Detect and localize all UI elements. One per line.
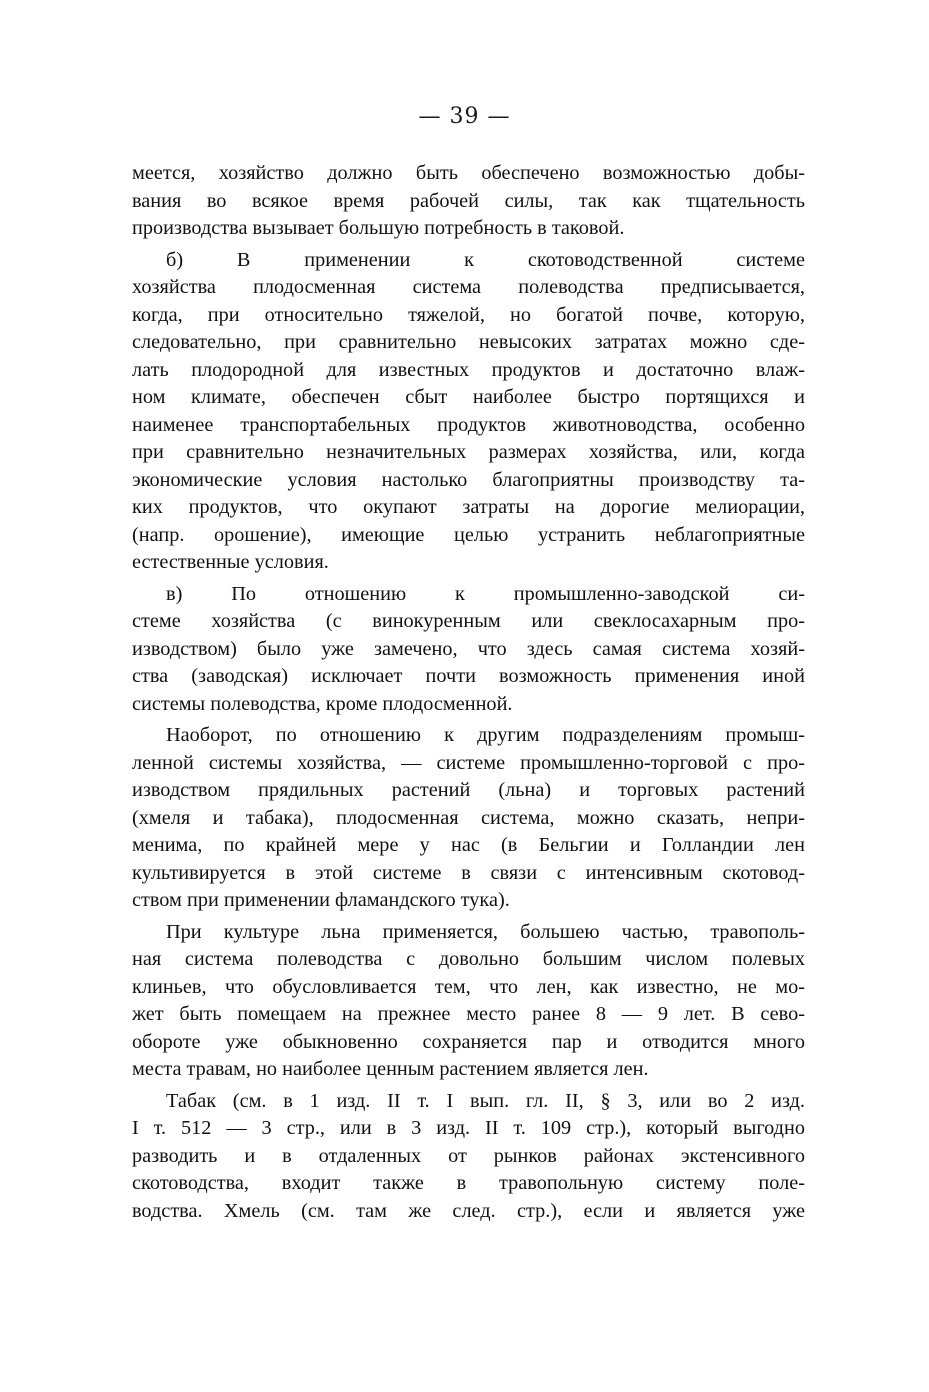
text-line: при сравнительно незначительных размерах хозяйства, или, когда — [132, 441, 805, 463]
text-line: производства вызывает большую потребность в таковой. — [132, 217, 625, 239]
text-line: (хмеля и табака), плодосменная система, можно сказать, непри- — [132, 806, 805, 829]
text-line: когда, при относительно тяжелой, но богатой почве, которую, — [132, 303, 805, 326]
text-line: изводством) было уже замечено, что здесь самая система хозяй- — [132, 637, 805, 660]
text-line: обороте уже обыкновенно сохраняется пар и отводится много — [132, 1030, 805, 1053]
text-line: хозяйства плодосменная система полеводства предписывается, — [132, 276, 805, 298]
paragraph — [132, 1088, 805, 1226]
paragraph — [132, 160, 805, 243]
text-line: жет быть помещаем на прежнее место ранее 8 — 9 лет. В сево- — [132, 1003, 805, 1025]
text-line: ством при применении фламандского тука). — [132, 889, 510, 911]
paragraph — [132, 722, 805, 915]
text-line: скотоводства, входит также в травопольную систему поле- — [132, 1172, 805, 1194]
text-line: ленной системы хозяйства, — системе промышленно-торговой с про- — [132, 751, 805, 774]
text-line: ких продуктов, что окупают затраты на дорогие мелиорации, — [132, 496, 805, 518]
text-line: следовательно, при сравнительно невысоких затратах можно сде- — [132, 331, 805, 353]
text-line: лать плодородной для известных продуктов и достаточно влаж- — [132, 358, 805, 381]
text-line: разводить и в отдаленных от рынков районах экстенсивного — [132, 1144, 805, 1167]
text-line: клиньев, что обусловливается тем, что лен, как известно, не мо- — [132, 975, 805, 998]
text-line: естественные условия. — [132, 551, 329, 573]
body-text — [132, 160, 805, 1225]
text-line: системы полеводства, кроме плодосменной. — [132, 692, 513, 715]
text-line: I т. 512 — 3 стр., или в 3 изд. II т. 109 стр.), который выгодно — [132, 1117, 805, 1139]
text-line: места травам, но наиболее ценным растением является лен. — [132, 1058, 649, 1080]
text-line: изводством прядильных растений (льна) и торговых растений — [132, 779, 805, 801]
text-line: в) По отношению к промышленно-заводской си- — [166, 582, 805, 605]
text-line: б) В применении к скотоводственной системе — [166, 248, 805, 271]
text-line: культивируется в этой системе в связи с интенсивным скотовод- — [132, 861, 805, 884]
text-line: Табак (см. в 1 изд. II т. I вып. гл. II, § 3, или во 2 изд. — [166, 1089, 805, 1112]
text-line: Наоборот, по отношению к другим подразделениям промыш- — [166, 724, 805, 746]
paragraph — [132, 581, 805, 719]
text-line: ная система полеводства с довольно большим числом полевых — [132, 948, 805, 970]
text-line: ства (заводская) исключает почти возможность применения иной — [132, 665, 805, 687]
text-line: экономические условия настолько благоприятны производству та- — [132, 468, 805, 491]
text-line: стеме хозяйства (с винокуренным или свеклосахарным про- — [132, 610, 805, 632]
text-line: ном климате, обеспечен сбыт наиболее быстро портящихся и — [132, 386, 805, 408]
text-line: (напр. орошение), имеющие целью устранить неблагоприятные — [132, 523, 805, 546]
text-line: водства. Хмель (см. там же след. стр.), если и является уже — [132, 1199, 805, 1222]
text-line: наименее транспортабельных продуктов животноводства, особенно — [132, 413, 805, 436]
text-line: При культуре льна применяется, большею частью, травополь- — [166, 920, 805, 943]
text-line: менима, по крайней мере у нас (в Бельгии и Голландии лен — [132, 834, 805, 856]
paragraph — [132, 919, 805, 1084]
text-line: вания во всякое время рабочей силы, так как тщательность — [132, 189, 805, 212]
page-number: — 39 — — [418, 104, 511, 129]
paragraph — [132, 247, 805, 577]
text-line: меется, хозяйство должно быть обеспечено возможностью добы- — [132, 162, 805, 184]
